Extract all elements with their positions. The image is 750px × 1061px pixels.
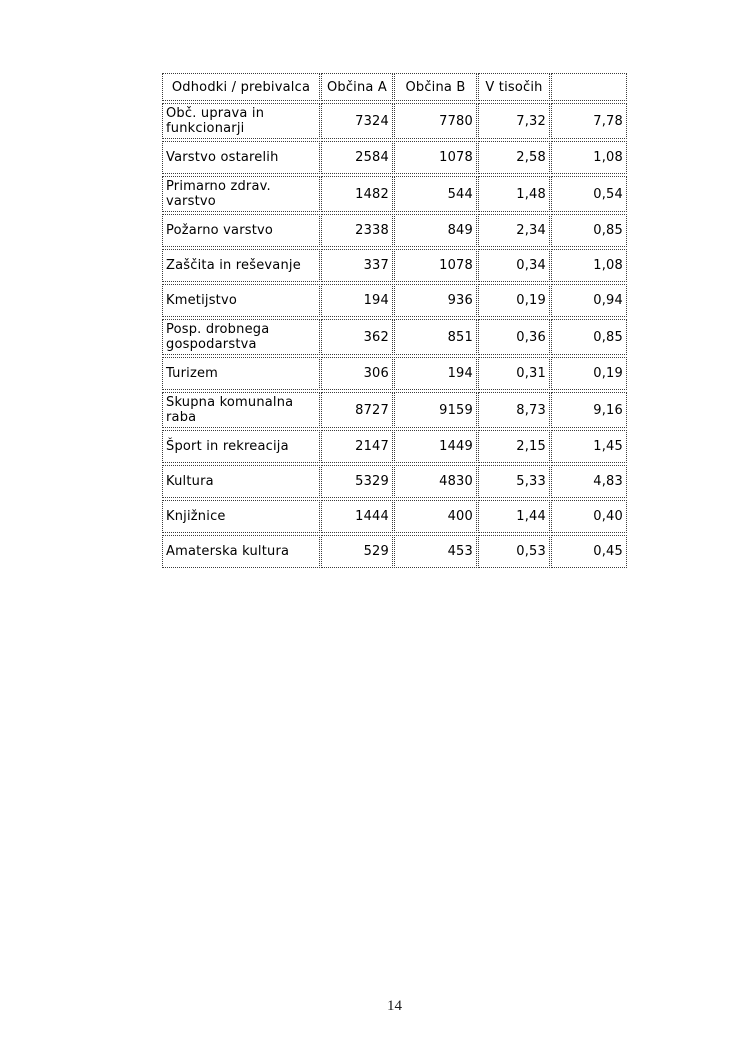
obcina-b-value: 1078 xyxy=(394,141,477,174)
tisoc-a-value: 7,32 xyxy=(478,103,550,139)
row-label: Zaščita in reševanje xyxy=(162,249,320,282)
obcina-b-value: 1449 xyxy=(394,430,477,463)
table-row xyxy=(162,141,627,174)
obcina-a-value: 2338 xyxy=(321,214,393,247)
tisoc-b-value: 1,08 xyxy=(551,141,627,174)
obcina-a-value: 194 xyxy=(321,284,393,317)
tisoc-b-value: 0,94 xyxy=(551,284,627,317)
tisoc-a-value: 2,15 xyxy=(478,430,550,463)
tisoc-b-value: 0,85 xyxy=(551,319,627,355)
tisoc-a-value: 1,44 xyxy=(478,500,550,533)
row-label: Knjižnice xyxy=(162,500,320,533)
tisoc-b-value: 7,78 xyxy=(551,103,627,139)
obcina-b-value: 544 xyxy=(394,176,477,212)
obcina-b-value: 849 xyxy=(394,214,477,247)
tisoc-b-value: 4,83 xyxy=(551,465,627,498)
row-label: Obč. uprava in funkcionarji xyxy=(162,103,320,139)
tisoc-a-value: 0,53 xyxy=(478,535,550,568)
row-label: Posp. drobnega gospodarstva xyxy=(162,319,320,355)
obcina-a-value: 337 xyxy=(321,249,393,282)
tisoc-a-value: 2,34 xyxy=(478,214,550,247)
tisoc-b-value: 0,45 xyxy=(551,535,627,568)
tisoc-b-value: 1,45 xyxy=(551,430,627,463)
tisoc-b-value: 9,16 xyxy=(551,392,627,428)
obcina-b-value: 9159 xyxy=(394,392,477,428)
obcina-a-value: 2147 xyxy=(321,430,393,463)
obcina-b-value: 936 xyxy=(394,284,477,317)
table-row xyxy=(162,535,627,568)
tisoc-a-value: 2,58 xyxy=(478,141,550,174)
table-row xyxy=(162,284,627,317)
tisoc-b-value: 0,40 xyxy=(551,500,627,533)
header-odhodki-prebivalca: Odhodki / prebivalca xyxy=(162,73,320,101)
row-label: Kmetijstvo xyxy=(162,284,320,317)
table-row xyxy=(162,319,627,355)
table-row xyxy=(162,500,627,533)
row-label: Turizem xyxy=(162,357,320,390)
table-row xyxy=(162,103,627,139)
row-label: Primarno zdrav. varstvo xyxy=(162,176,320,212)
obcina-a-value: 306 xyxy=(321,357,393,390)
obcina-a-value: 362 xyxy=(321,319,393,355)
obcina-b-value: 1078 xyxy=(394,249,477,282)
row-label: Kultura xyxy=(162,465,320,498)
obcina-a-value: 5329 xyxy=(321,465,393,498)
header-v-tisocih: V tisočih xyxy=(478,73,550,101)
row-label: Požarno varstvo xyxy=(162,214,320,247)
page-number: 14 xyxy=(387,998,402,1014)
tisoc-a-value: 1,48 xyxy=(478,176,550,212)
row-label: Varstvo ostarelih xyxy=(162,141,320,174)
obcina-b-value: 7780 xyxy=(394,103,477,139)
tisoc-a-value: 5,33 xyxy=(478,465,550,498)
table-row xyxy=(162,249,627,282)
obcina-a-value: 7324 xyxy=(321,103,393,139)
header-obcina-b: Občina B xyxy=(394,73,477,101)
obcina-a-value: 529 xyxy=(321,535,393,568)
row-label: Skupna komunalna raba xyxy=(162,392,320,428)
header-empty xyxy=(551,73,627,101)
tisoc-a-value: 0,19 xyxy=(478,284,550,317)
obcina-b-value: 4830 xyxy=(394,465,477,498)
table-row xyxy=(162,176,627,212)
tisoc-a-value: 0,34 xyxy=(478,249,550,282)
row-label: Šport in rekreacija xyxy=(162,430,320,463)
tisoc-b-value: 0,54 xyxy=(551,176,627,212)
table-row xyxy=(162,465,627,498)
tisoc-a-value: 0,36 xyxy=(478,319,550,355)
expenditure-table xyxy=(161,71,628,570)
table-row xyxy=(162,392,627,428)
tisoc-b-value: 0,85 xyxy=(551,214,627,247)
tisoc-a-value: 8,73 xyxy=(478,392,550,428)
obcina-a-value: 8727 xyxy=(321,392,393,428)
obcina-a-value: 1444 xyxy=(321,500,393,533)
tisoc-b-value: 1,08 xyxy=(551,249,627,282)
table-header-row xyxy=(162,73,627,101)
table-row xyxy=(162,357,627,390)
obcina-b-value: 194 xyxy=(394,357,477,390)
obcina-b-value: 851 xyxy=(394,319,477,355)
table-row xyxy=(162,430,627,463)
obcina-a-value: 2584 xyxy=(321,141,393,174)
obcina-b-value: 453 xyxy=(394,535,477,568)
obcina-b-value: 400 xyxy=(394,500,477,533)
table-row xyxy=(162,214,627,247)
tisoc-a-value: 0,31 xyxy=(478,357,550,390)
row-label: Amaterska kultura xyxy=(162,535,320,568)
obcina-a-value: 1482 xyxy=(321,176,393,212)
header-obcina-a: Občina A xyxy=(321,73,393,101)
tisoc-b-value: 0,19 xyxy=(551,357,627,390)
